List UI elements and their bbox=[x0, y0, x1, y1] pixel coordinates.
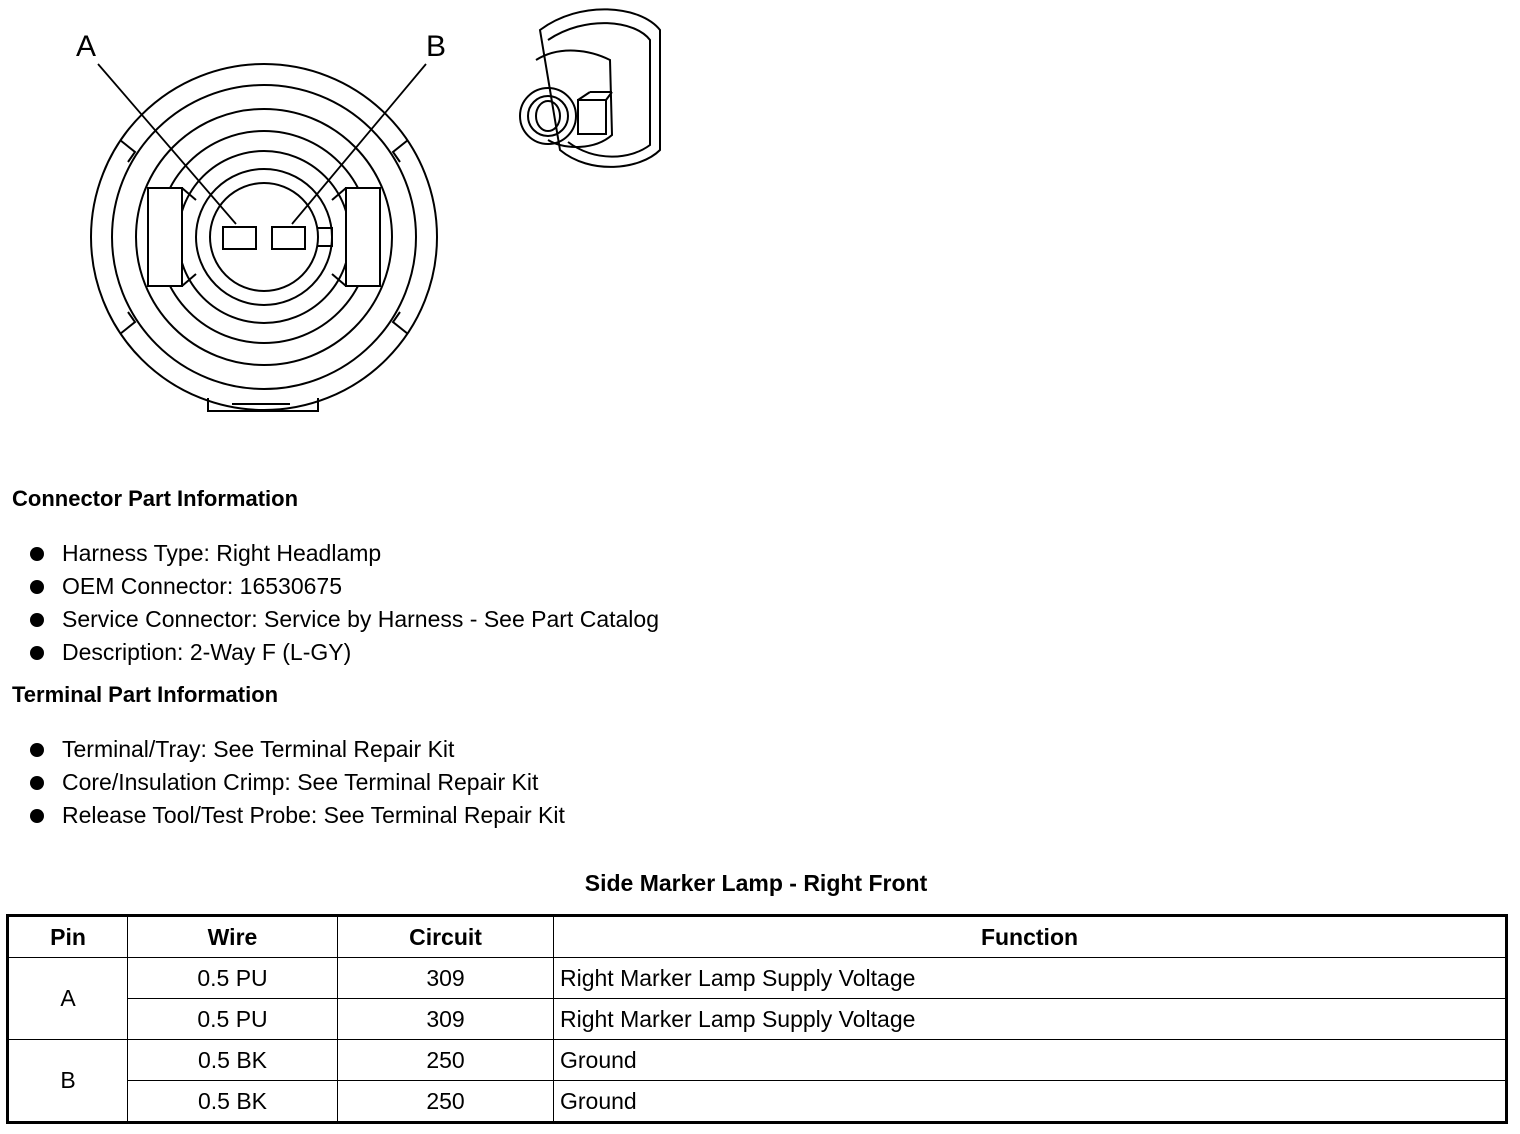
function-cell: Right Marker Lamp Supply Voltage bbox=[554, 958, 1507, 999]
pin-table bbox=[6, 914, 1508, 1124]
connector-face-drawing bbox=[0, 0, 700, 430]
circuit-cell: 309 bbox=[338, 958, 554, 999]
table-row bbox=[8, 1040, 1507, 1081]
list-item bbox=[30, 636, 659, 669]
bullet-icon bbox=[30, 613, 44, 627]
circuit-cell: 250 bbox=[338, 1040, 554, 1081]
pin-a-label: A bbox=[76, 30, 97, 63]
wire-cell: 0.5 BK bbox=[128, 1040, 338, 1081]
bullet-icon bbox=[30, 809, 44, 823]
list-item bbox=[30, 799, 565, 832]
function-cell: Right Marker Lamp Supply Voltage bbox=[554, 999, 1507, 1040]
list-item-text: Terminal/Tray: See Terminal Repair Kit bbox=[62, 736, 455, 762]
column-header-wire: Wire bbox=[128, 916, 338, 958]
terminal-info-list bbox=[30, 733, 565, 832]
bullet-icon bbox=[30, 776, 44, 790]
circuit-cell: 309 bbox=[338, 999, 554, 1040]
list-item bbox=[30, 537, 659, 570]
bullet-icon bbox=[30, 743, 44, 757]
column-header-function: Function bbox=[554, 916, 1507, 958]
bullet-icon bbox=[30, 646, 44, 660]
function-cell: Ground bbox=[554, 1081, 1507, 1123]
connector-diagram bbox=[0, 0, 700, 430]
list-item bbox=[30, 603, 659, 636]
list-item-text: Service Connector: Service by Harness - See Part Catalog bbox=[62, 606, 659, 632]
list-item-text: Release Tool/Test Probe: See Terminal Repair Kit bbox=[62, 802, 565, 828]
terminal-info-heading: Terminal Part Information bbox=[12, 682, 279, 707]
table-row bbox=[8, 958, 1507, 999]
pin-cell: A bbox=[8, 958, 128, 1040]
pin-b-label: B bbox=[426, 30, 447, 63]
list-item-text: OEM Connector: 16530675 bbox=[62, 573, 343, 599]
circuit-cell: 250 bbox=[338, 1081, 554, 1123]
bullet-icon bbox=[30, 580, 44, 594]
connector-info-list bbox=[30, 537, 659, 669]
wire-cell: 0.5 BK bbox=[128, 1081, 338, 1123]
wire-cell: 0.5 PU bbox=[128, 999, 338, 1040]
pin-cell: B bbox=[8, 1040, 128, 1123]
connector-info-heading: Connector Part Information bbox=[12, 486, 299, 511]
list-item bbox=[30, 570, 659, 603]
list-item-text: Description: 2-Way F (L-GY) bbox=[62, 639, 352, 665]
table-row bbox=[8, 999, 1507, 1040]
bullet-icon bbox=[30, 547, 44, 561]
table-row bbox=[8, 1081, 1507, 1123]
list-item bbox=[30, 733, 565, 766]
function-cell: Ground bbox=[554, 1040, 1507, 1081]
connector-3d-view bbox=[520, 9, 660, 167]
column-header-pin: Pin bbox=[8, 916, 128, 958]
column-header-circuit: Circuit bbox=[338, 916, 554, 958]
wire-cell: 0.5 PU bbox=[128, 958, 338, 999]
table-header-row bbox=[8, 916, 1507, 958]
list-item-text: Harness Type: Right Headlamp bbox=[62, 540, 382, 566]
list-item-text: Core/Insulation Crimp: See Terminal Repair Kit bbox=[62, 769, 539, 795]
pin-table-title: Side Marker Lamp - Right Front bbox=[584, 870, 928, 896]
list-item bbox=[30, 766, 565, 799]
